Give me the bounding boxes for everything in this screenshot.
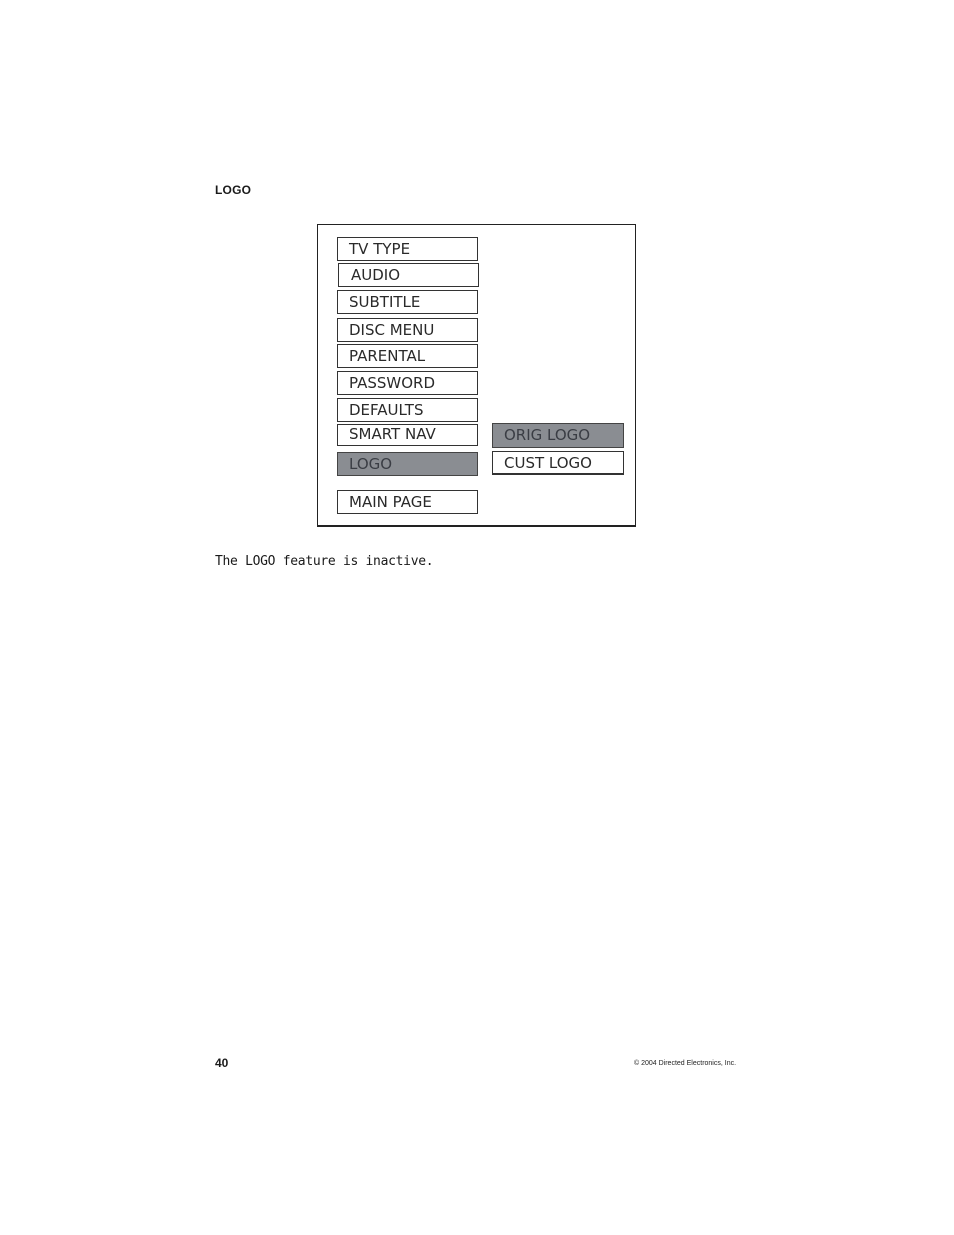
section-heading: LOGO <box>215 183 252 197</box>
setup-menu-diagram <box>317 224 636 527</box>
copyright-notice: © 2004 Directed Electronics, Inc. <box>634 1060 737 1067</box>
submenu-item-cust-logo[interactable]: CUST LOGO <box>492 451 624 475</box>
menu-item-main-page[interactable]: MAIN PAGE <box>337 490 478 514</box>
menu-item-audio[interactable]: AUDIO <box>338 263 479 287</box>
menu-item-parental[interactable]: PARENTAL <box>337 344 478 368</box>
page-number: 40 <box>215 1056 229 1070</box>
menu-item-subtitle[interactable]: SUBTITLE <box>337 290 478 314</box>
description-text: The LOGO feature is inactive. <box>215 554 434 569</box>
menu-item-tv-type[interactable]: TV TYPE <box>337 237 478 261</box>
menu-item-smart-nav[interactable]: SMART NAV <box>337 424 478 446</box>
menu-item-disc-menu[interactable]: DISC MENU <box>337 318 478 342</box>
menu-item-password[interactable]: PASSWORD <box>337 371 478 395</box>
menu-item-logo[interactable]: LOGO <box>337 452 478 476</box>
submenu-item-orig-logo[interactable]: ORIG LOGO <box>492 423 624 448</box>
menu-item-defaults[interactable]: DEFAULTS <box>337 398 478 422</box>
